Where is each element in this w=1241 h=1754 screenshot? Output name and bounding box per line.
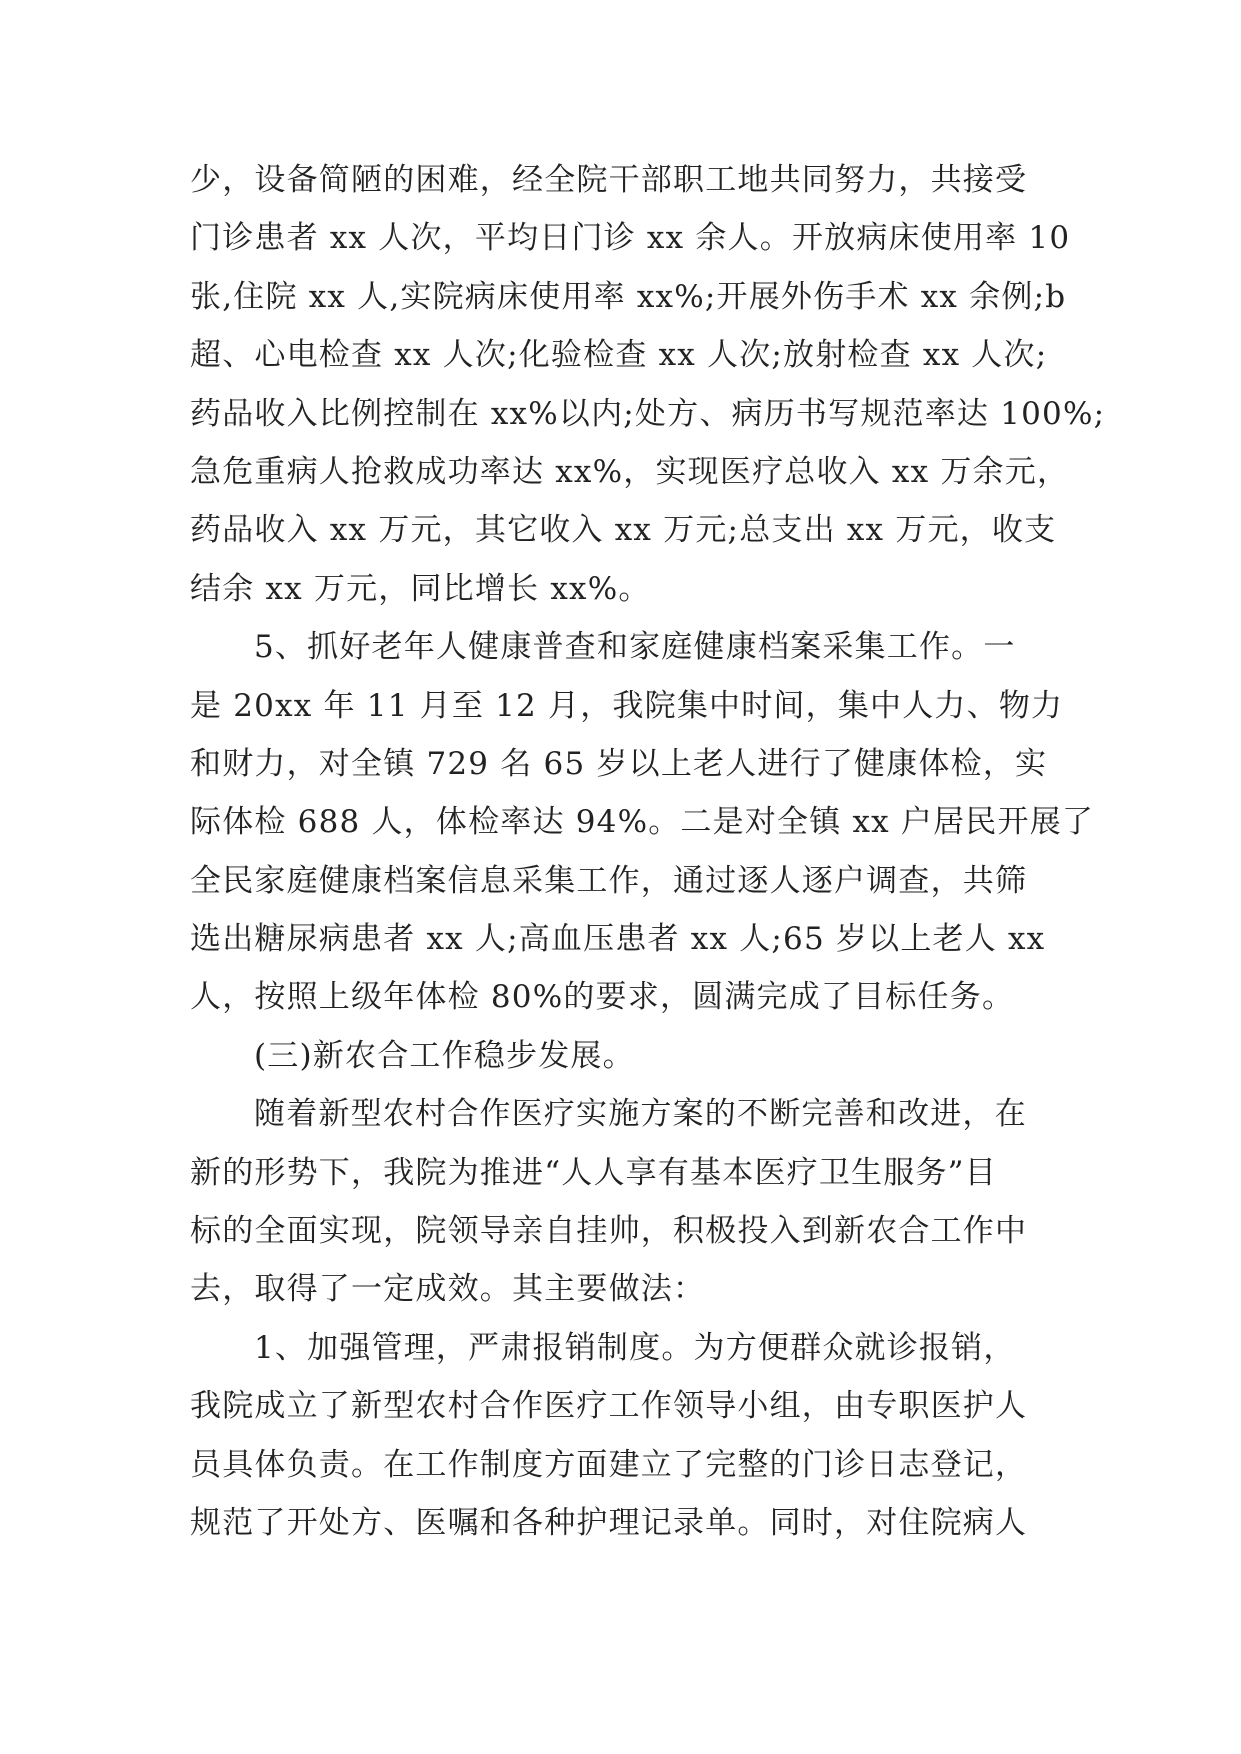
text-line-20: 去，取得了一定成效。其主要做法： (190, 1271, 706, 1308)
document-body (190, 151, 1106, 1552)
section-heading: (三)新农合工作稳步发展。 (254, 1037, 635, 1074)
text-line-23: 员具体负责。在工作制度方面建立了完整的门诊日志登记， (190, 1446, 1028, 1483)
text-line-18: 新的形势下，我院为推进“人人享有基本医疗卫生服务”目 (190, 1154, 997, 1191)
text-line-14: 选出糖尿病患者 xx 人;高血压患者 xx 人;65 岁以上老人 xx (190, 921, 1046, 958)
text-line-5: 药品收入比例控制在 xx%以内;处方、病历书写规范率达 100%; (190, 395, 1106, 432)
text-line-3: 张,住院 xx 人,实院病床使用率 xx%;开展外伤手术 xx 余例;b (190, 278, 1067, 315)
text-line-11: 和财力，对全镇 729 名 65 岁以上老人进行了健康体检，实 (190, 745, 1048, 782)
text-line-24: 规范了开处方、医嘱和各种护理记录单。同时，对住院病人 (190, 1504, 1028, 1541)
text-line-4: 超、心电检查 xx 人次;化验检查 xx 人次;放射检查 xx 人次; (190, 337, 1048, 374)
text-line-9: 5、抓好老年人健康普查和家庭健康档案采集工作。一 (254, 629, 1016, 666)
text-line-7: 药品收入 xx 万元，其它收入 xx 万元;总支出 xx 万元，收支 (190, 512, 1057, 549)
text-line-22: 我院成立了新型农村合作医疗工作领导小组，由专职医护人 (190, 1388, 1028, 1425)
text-line-21: 1、加强管理，严肃报销制度。为方便群众就诊报销， (254, 1329, 1016, 1366)
text-line-1: 少，设备简陋的困难，经全院干部职工地共同努力，共接受 (190, 162, 1028, 198)
text-line-13: 全民家庭健康档案信息采集工作，通过逐人逐户调查，共筛 (190, 862, 1028, 899)
text-line-8: 结余 xx 万元，同比增长 xx%。 (190, 570, 651, 607)
text-line-2: 门诊患者 xx 人次，平均日门诊 xx 余人。开放病床使用率 10 (190, 220, 1071, 257)
text-line-6: 急危重病人抢救成功率达 xx%，实现医疗总收入 xx 万余元， (190, 453, 1070, 490)
text-line-17: 随着新型农村合作医疗实施方案的不断完善和改进，在 (254, 1096, 1027, 1133)
text-line-10: 是 20xx 年 11 月至 12 月，我院集中时间，集中人力、物力 (190, 687, 1064, 724)
text-line-15: 人，按照上级年体检 80%的要求，圆满完成了目标任务。 (190, 979, 1015, 1016)
text-line-12: 际体检 688 人，体检率达 94%。二是对全镇 xx 户居民开展了 (190, 804, 1095, 841)
text-line-19: 标的全面实现，院领导亲自挂帅，积极投入到新农合工作中 (190, 1213, 1028, 1250)
